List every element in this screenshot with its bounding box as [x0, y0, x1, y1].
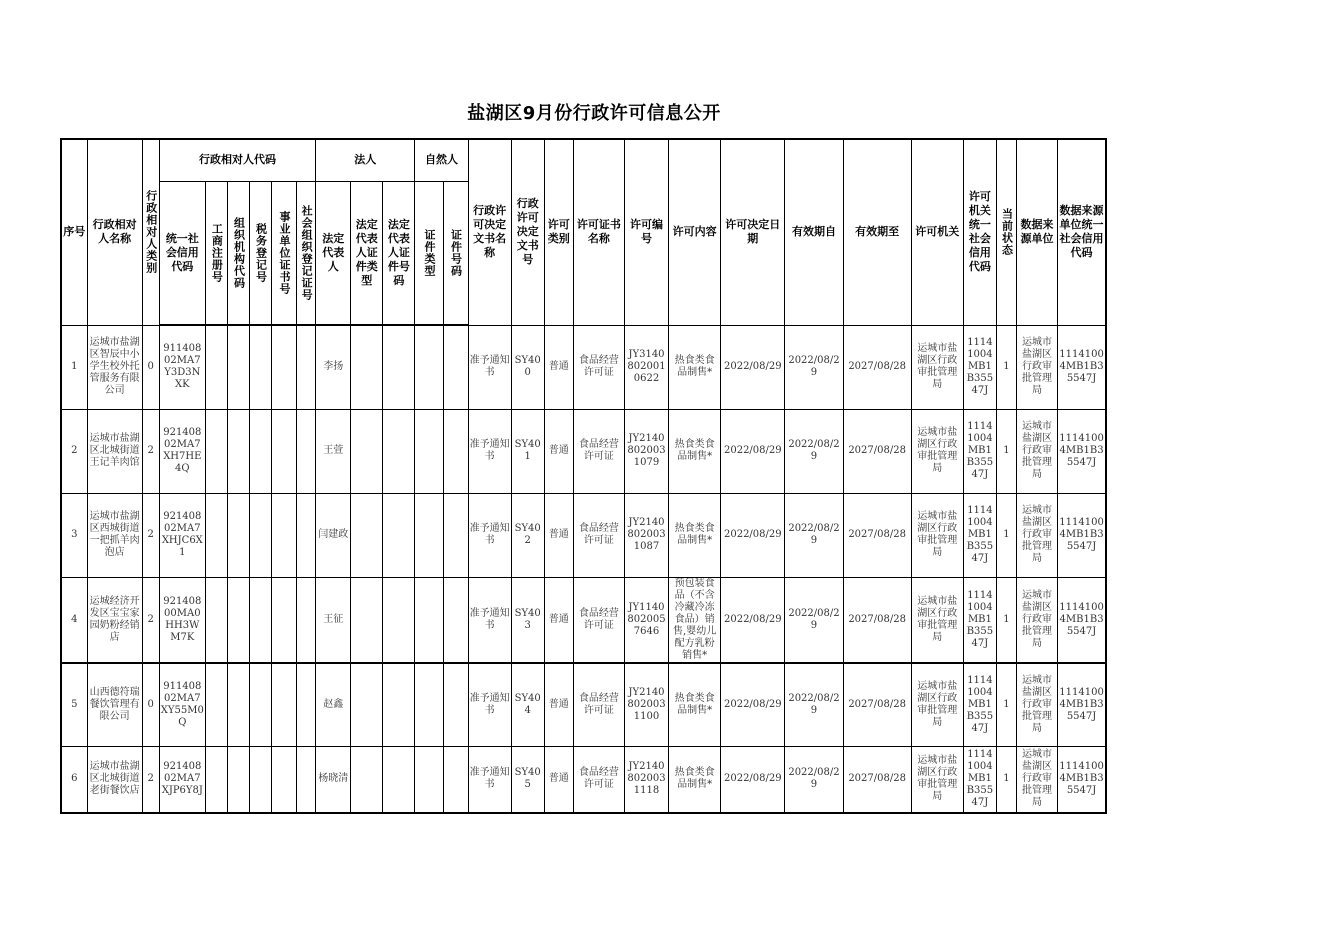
cell-tax-reg	[249, 325, 271, 409]
cell-authority: 运城市盐湖区行政审批管理局	[911, 493, 963, 577]
cell-authority: 运城市盐湖区行政审批管理局	[911, 325, 963, 409]
cell-credit-code: 92140802MA7XJP6Y8J	[159, 747, 205, 813]
cell-id-no	[443, 325, 468, 409]
cell-seq: 5	[61, 663, 87, 747]
header-decision-date: 许可决定日期	[721, 139, 785, 325]
cell-permit-no: JY31408020010622	[624, 325, 668, 409]
cell-category: 2	[142, 577, 159, 663]
cell-authority-code: 11141004MB1B35547J	[963, 663, 996, 747]
cell-valid-from: 2022/08/29	[785, 747, 843, 813]
cell-status: 1	[996, 325, 1016, 409]
cell-authority: 运城市盐湖区行政审批管理局	[911, 577, 963, 663]
cell-id-no	[443, 493, 468, 577]
cell-status: 1	[996, 663, 1016, 747]
table-row	[61, 747, 1106, 813]
cell-doc-name: 准予通知书	[468, 663, 511, 747]
cell-content: 热食类食品制售*	[669, 409, 721, 493]
cell-org-code	[227, 577, 249, 663]
header-category: 行政相对人类别	[142, 139, 159, 325]
cell-legal-rep: 王萱	[316, 409, 351, 493]
cell-decision-date: 2022/08/29	[721, 663, 785, 747]
header-doc-no: 行政许可决定文书号	[511, 139, 544, 325]
cell-authority: 运城市盐湖区行政审批管理局	[911, 663, 963, 747]
cell-source-code: 11141004MB1B35547J	[1058, 747, 1106, 813]
cell-legal-id-no	[383, 325, 415, 409]
cell-credit-code: 92140800MA0HH3WM7K	[159, 577, 205, 663]
header-org-code: 组织机构代码	[227, 181, 249, 325]
cell-doc-name: 准予通知书	[468, 409, 511, 493]
cell-id-type	[415, 325, 443, 409]
cell-cert-name: 食品经营许可证	[573, 663, 624, 747]
cell-valid-to: 2027/08/28	[843, 747, 911, 813]
cell-permit-no: JY21408020031087	[624, 493, 668, 577]
cell-seq: 4	[61, 577, 87, 663]
cell-permit-type: 普通	[544, 663, 573, 747]
cell-permit-type: 普通	[544, 325, 573, 409]
cell-cert-name: 食品经营许可证	[573, 747, 624, 813]
page-title: 盐湖区9月份行政许可信息公开	[467, 103, 721, 124]
permit-table	[60, 138, 1107, 814]
cell-social-reg	[297, 747, 316, 813]
cell-category: 0	[142, 325, 159, 409]
cell-legal-rep: 闫建政	[316, 493, 351, 577]
cell-id-type	[415, 493, 443, 577]
header-cert-name: 许可证书名称	[573, 139, 624, 325]
cell-name: 运城市盐湖区北城街道王记羊肉馆	[87, 409, 142, 493]
cell-social-reg	[297, 409, 316, 493]
cell-legal-id-no	[383, 409, 415, 493]
cell-authority-code: 11141004MB1B35547J	[963, 409, 996, 493]
cell-inst-cert	[272, 663, 297, 747]
cell-id-no	[443, 577, 468, 663]
header-valid-to: 有效期至	[843, 139, 911, 325]
cell-legal-rep: 杨晓清	[316, 747, 351, 813]
cell-doc-name: 准予通知书	[468, 577, 511, 663]
header-credit-code: 统一社会信用代码	[159, 181, 205, 325]
cell-inst-cert	[272, 577, 297, 663]
cell-valid-to: 2027/08/28	[843, 663, 911, 747]
cell-decision-date: 2022/08/29	[721, 409, 785, 493]
header-seq: 序号	[61, 139, 87, 325]
header-inst-cert: 事业单位证书号	[272, 181, 297, 325]
cell-doc-no: SY401	[511, 409, 544, 493]
cell-permit-type: 普通	[544, 493, 573, 577]
cell-inst-cert	[272, 493, 297, 577]
table-row	[61, 493, 1106, 577]
cell-status: 1	[996, 747, 1016, 813]
cell-cert-name: 食品经营许可证	[573, 493, 624, 577]
header-biz-reg: 工商注册号	[205, 181, 227, 325]
header-valid-from: 有效期自	[785, 139, 843, 325]
cell-source-code: 11141004MB1B35547J	[1058, 577, 1106, 663]
header-source-code: 数据来源单位统一社会信用代码	[1058, 139, 1106, 325]
cell-content: 热食类食品制售*	[669, 493, 721, 577]
cell-legal-rep: 赵鑫	[316, 663, 351, 747]
header-name: 行政相对人名称	[87, 139, 142, 325]
cell-legal-id-no	[383, 577, 415, 663]
cell-credit-code: 91140802MA7Y3D3NXK	[159, 325, 205, 409]
cell-legal-rep: 王征	[316, 577, 351, 663]
header-status: 当前状态	[996, 139, 1016, 325]
cell-doc-no: SY400	[511, 325, 544, 409]
cell-permit-type: 普通	[544, 747, 573, 813]
header-authority-code: 许可机关统一社会信用代码	[963, 139, 996, 325]
cell-org-code	[227, 663, 249, 747]
cell-content: 热食类食品制售*	[669, 663, 721, 747]
cell-id-no	[443, 409, 468, 493]
cell-source: 运城市盐湖区行政审批管理局	[1017, 409, 1058, 493]
cell-tax-reg	[249, 577, 271, 663]
cell-name: 运城市盐湖区西城街道一把抓羊肉泡店	[87, 493, 142, 577]
header-id-type: 证件类型	[415, 181, 443, 325]
cell-permit-no: JY21408020031118	[624, 747, 668, 813]
table-row	[61, 409, 1106, 493]
cell-legal-id-no	[383, 747, 415, 813]
cell-valid-to: 2027/08/28	[843, 325, 911, 409]
cell-authority-code: 11141004MB1B35547J	[963, 493, 996, 577]
cell-source-code: 11141004MB1B35547J	[1058, 493, 1106, 577]
cell-valid-to: 2027/08/28	[843, 577, 911, 663]
cell-category: 2	[142, 493, 159, 577]
cell-social-reg	[297, 577, 316, 663]
cell-legal-rep: 李扬	[316, 325, 351, 409]
table-row	[61, 577, 1106, 663]
cell-id-type	[415, 577, 443, 663]
header-code-group: 行政相对人代码	[159, 139, 315, 181]
cell-permit-no: JY21408020031100	[624, 663, 668, 747]
cell-decision-date: 2022/08/29	[721, 577, 785, 663]
header-doc-name: 行政许可决定文书名称	[468, 139, 511, 325]
header-permit-no: 许可编号	[624, 139, 668, 325]
cell-org-code	[227, 325, 249, 409]
cell-category: 2	[142, 747, 159, 813]
cell-id-no	[443, 747, 468, 813]
cell-valid-from: 2022/08/29	[785, 577, 843, 663]
cell-valid-to: 2027/08/28	[843, 409, 911, 493]
header-permit-type: 许可类别	[544, 139, 573, 325]
cell-social-reg	[297, 493, 316, 577]
cell-valid-from: 2022/08/29	[785, 493, 843, 577]
cell-decision-date: 2022/08/29	[721, 325, 785, 409]
cell-cert-name: 食品经营许可证	[573, 577, 624, 663]
cell-permit-no: JY11408020057646	[624, 577, 668, 663]
cell-status: 1	[996, 493, 1016, 577]
cell-source: 运城市盐湖区行政审批管理局	[1017, 747, 1058, 813]
header-legal-id-no: 法定代表人证件号码	[383, 181, 415, 325]
cell-biz-reg	[205, 325, 227, 409]
cell-credit-code: 91140802MA7XY55M0Q	[159, 663, 205, 747]
cell-doc-no: SY404	[511, 663, 544, 747]
cell-source: 运城市盐湖区行政审批管理局	[1017, 663, 1058, 747]
header-authority: 许可机关	[911, 139, 963, 325]
cell-id-type	[415, 409, 443, 493]
header-social-reg: 社会组织登记证号	[297, 181, 316, 325]
cell-authority-code: 11141004MB1B35547J	[963, 747, 996, 813]
cell-seq: 2	[61, 409, 87, 493]
cell-legal-id-no	[383, 663, 415, 747]
cell-cert-name: 食品经营许可证	[573, 409, 624, 493]
cell-name: 运城市盐湖区智辰中小学生校外托管服务有限公司	[87, 325, 142, 409]
cell-tax-reg	[249, 663, 271, 747]
cell-legal-id-type	[351, 663, 383, 747]
cell-inst-cert	[272, 747, 297, 813]
cell-permit-type: 普通	[544, 577, 573, 663]
cell-category: 0	[142, 663, 159, 747]
cell-status: 1	[996, 409, 1016, 493]
cell-doc-name: 准予通知书	[468, 493, 511, 577]
cell-biz-reg	[205, 409, 227, 493]
header-content: 许可内容	[669, 139, 721, 325]
cell-category: 2	[142, 409, 159, 493]
cell-seq: 3	[61, 493, 87, 577]
cell-authority-code: 11141004MB1B35547J	[963, 577, 996, 663]
cell-cert-name: 食品经营许可证	[573, 325, 624, 409]
cell-social-reg	[297, 325, 316, 409]
cell-id-type	[415, 663, 443, 747]
cell-content: 预包装食品（不含冷藏冷冻食品）销售,婴幼儿配方乳粉销售*	[669, 577, 721, 663]
cell-tax-reg	[249, 747, 271, 813]
cell-content: 热食类食品制售*	[669, 325, 721, 409]
cell-name: 运城市盐湖区北城街道老街餐饮店	[87, 747, 142, 813]
cell-source-code: 11141004MB1B35547J	[1058, 325, 1106, 409]
cell-seq: 6	[61, 747, 87, 813]
cell-org-code	[227, 747, 249, 813]
header-legal-rep: 法定代表人	[316, 181, 351, 325]
cell-legal-id-type	[351, 493, 383, 577]
cell-doc-name: 准予通知书	[468, 747, 511, 813]
cell-source: 运城市盐湖区行政审批管理局	[1017, 577, 1058, 663]
cell-tax-reg	[249, 493, 271, 577]
cell-source: 运城市盐湖区行政审批管理局	[1017, 493, 1058, 577]
cell-tax-reg	[249, 409, 271, 493]
cell-legal-id-type	[351, 747, 383, 813]
cell-permit-type: 普通	[544, 409, 573, 493]
cell-authority: 运城市盐湖区行政审批管理局	[911, 747, 963, 813]
header-tax-reg: 税务登记号	[249, 181, 271, 325]
cell-authority: 运城市盐湖区行政审批管理局	[911, 409, 963, 493]
cell-status: 1	[996, 577, 1016, 663]
cell-org-code	[227, 493, 249, 577]
table-row	[61, 663, 1106, 747]
cell-id-type	[415, 747, 443, 813]
cell-permit-no: JY21408020031079	[624, 409, 668, 493]
table-row	[61, 325, 1106, 409]
cell-biz-reg	[205, 663, 227, 747]
header-id-no: 证件号码	[443, 181, 468, 325]
cell-seq: 1	[61, 325, 87, 409]
header-natural-group: 自然人	[415, 139, 468, 181]
cell-credit-code: 92140802MA7XH7HE4Q	[159, 409, 205, 493]
header-legal-id-type: 法定代表人证件类型	[351, 181, 383, 325]
cell-biz-reg	[205, 577, 227, 663]
cell-source-code: 11141004MB1B35547J	[1058, 409, 1106, 493]
cell-social-reg	[297, 663, 316, 747]
cell-doc-name: 准予通知书	[468, 325, 511, 409]
cell-legal-id-no	[383, 493, 415, 577]
cell-doc-no: SY402	[511, 493, 544, 577]
cell-biz-reg	[205, 493, 227, 577]
cell-decision-date: 2022/08/29	[721, 493, 785, 577]
cell-valid-from: 2022/08/29	[785, 409, 843, 493]
header-source: 数据来源单位	[1017, 139, 1058, 325]
cell-content: 热食类食品制售*	[669, 747, 721, 813]
header-legal-group: 法人	[316, 139, 415, 181]
cell-authority-code: 11141004MB1B35547J	[963, 325, 996, 409]
cell-credit-code: 92140802MA7XHJC6X1	[159, 493, 205, 577]
cell-source: 运城市盐湖区行政审批管理局	[1017, 325, 1058, 409]
cell-legal-id-type	[351, 409, 383, 493]
cell-doc-no: SY405	[511, 747, 544, 813]
cell-name: 山西德符瑞餐饮管理有限公司	[87, 663, 142, 747]
cell-legal-id-type	[351, 325, 383, 409]
cell-inst-cert	[272, 325, 297, 409]
cell-org-code	[227, 409, 249, 493]
cell-biz-reg	[205, 747, 227, 813]
cell-legal-id-type	[351, 577, 383, 663]
cell-name: 运城经济开发区宝宝家园奶粉经销店	[87, 577, 142, 663]
cell-valid-from: 2022/08/29	[785, 325, 843, 409]
cell-valid-to: 2027/08/28	[843, 493, 911, 577]
cell-inst-cert	[272, 409, 297, 493]
cell-id-no	[443, 663, 468, 747]
cell-source-code: 11141004MB1B35547J	[1058, 663, 1106, 747]
cell-decision-date: 2022/08/29	[721, 747, 785, 813]
cell-doc-no: SY403	[511, 577, 544, 663]
cell-valid-from: 2022/08/29	[785, 663, 843, 747]
